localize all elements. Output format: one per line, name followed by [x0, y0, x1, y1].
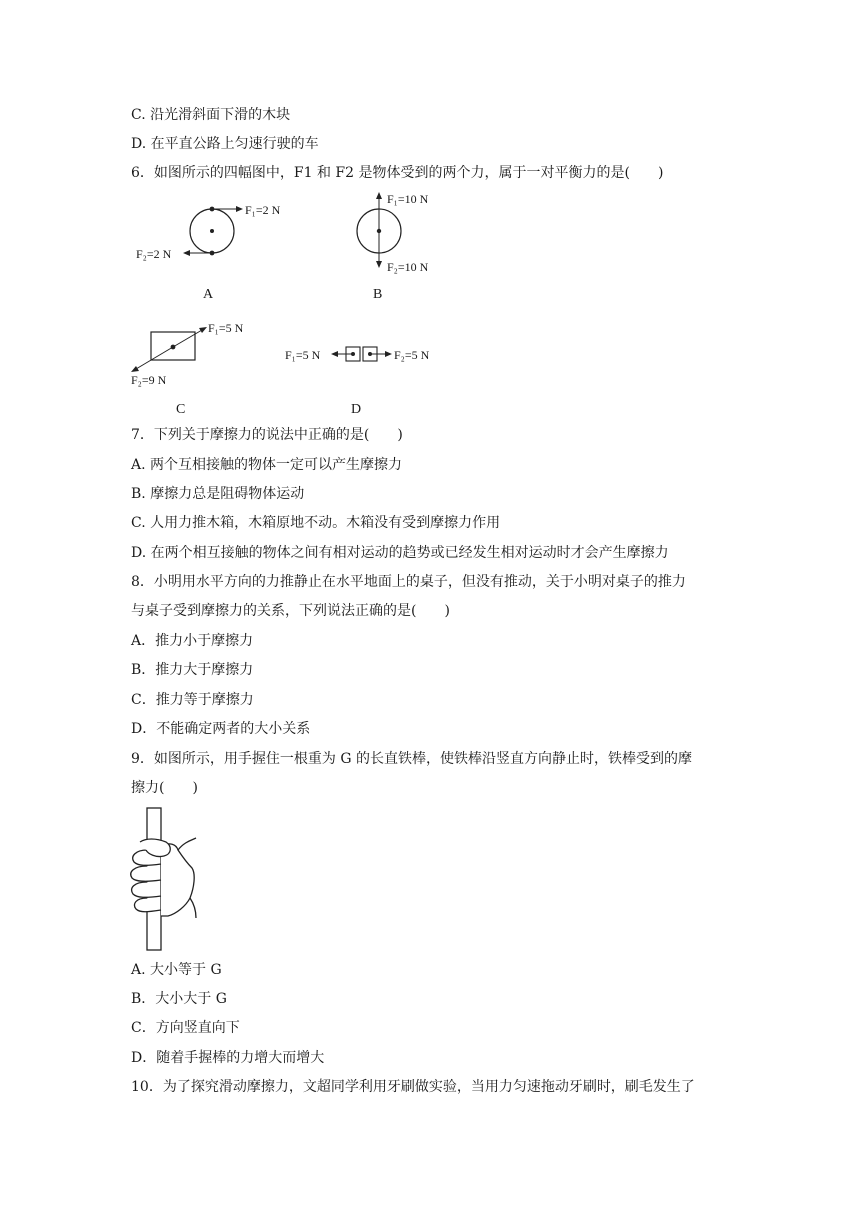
q8-option-a: A．推力小于摩擦力 — [131, 633, 254, 649]
q5-option-d: D. 在平直公路上匀速行驶的车 — [131, 136, 319, 152]
figB-f1-label: F₁=10 N — [387, 192, 429, 206]
q8-stem-line2: 与桌子受到摩擦力的关系，下列说法正确的是( ) — [131, 603, 450, 619]
figB-caption: B — [373, 287, 383, 302]
q6-figure-a — [133, 193, 303, 305]
hand-holding-rod-figure — [126, 806, 198, 952]
q8-stem-line1: 8．小明用水平方向的力推静止在水平地面上的桌子，但没有推动，关于小明对桌子的推力 — [131, 574, 686, 590]
q9-option-b: B．大小大于 G — [131, 991, 227, 1007]
q9-option-c: C．方向竖直向下 — [131, 1020, 240, 1036]
q6-figure-c — [126, 316, 276, 416]
q5-option-c: C. 沿光滑斜面下滑的木块 — [131, 107, 291, 123]
q8-option-b: B．推力大于摩擦力 — [131, 662, 254, 678]
q7-stem: 7．下列关于摩擦力的说法中正确的是( ) — [131, 427, 403, 443]
q8-option-d: D．不能确定两者的大小关系 — [131, 721, 311, 737]
figD-caption: D — [351, 402, 362, 417]
q6-stem: 6．如图所示的四幅图中，F1 和 F2 是物体受到的两个力，属于一对平衡力的是( ) — [131, 165, 664, 181]
figA-f1-label: F₁=2 N — [245, 203, 281, 217]
q9-option-a: A. 大小等于 G — [131, 962, 222, 978]
figD-f1-label: F₁=5 N — [285, 348, 321, 362]
figA-caption: A — [203, 287, 214, 302]
q8-option-c: C．推力等于摩擦力 — [131, 692, 254, 708]
q7-option-a: A. 两个互相接触的物体一定可以产生摩擦力 — [131, 457, 403, 473]
figB-f2-label: F₂=10 N — [387, 260, 429, 274]
figC-f2-label: F₂=9 N — [131, 373, 167, 387]
q7-option-c: C. 人用力推木箱，木箱原地不动。木箱没有受到摩擦力作用 — [131, 515, 501, 531]
q7-option-d: D. 在两个相互接触的物体之间有相对运动的趋势或已经发生相对运动时才会产生摩擦力 — [131, 545, 669, 561]
q6-figure-b — [340, 189, 470, 307]
q9-stem-line1: 9．如图所示，用手握住一根重为 G 的长直铁棒，使铁棒沿竖直方向静止时，铁棒受到的摩 — [131, 751, 692, 767]
figD-f2-label: F₂=5 N — [394, 348, 430, 362]
q9-option-d: D．随着手握棒的力增大而增大 — [131, 1050, 325, 1066]
figC-caption: C — [176, 402, 186, 416]
q7-option-b: B. 摩擦力总是阻碍物体运动 — [131, 486, 305, 502]
figA-f2-label: F₂=2 N — [136, 247, 172, 261]
q9-stem-line2: 擦力( ) — [131, 780, 198, 796]
figC-f1-label: F₁=5 N — [208, 321, 244, 335]
q6-figure-d — [285, 335, 445, 417]
q10-stem-line1: 10．为了探究滑动摩擦力，文超同学利用牙刷做实验，当用力匀速拖动牙刷时，刷毛发生了 — [131, 1079, 695, 1095]
